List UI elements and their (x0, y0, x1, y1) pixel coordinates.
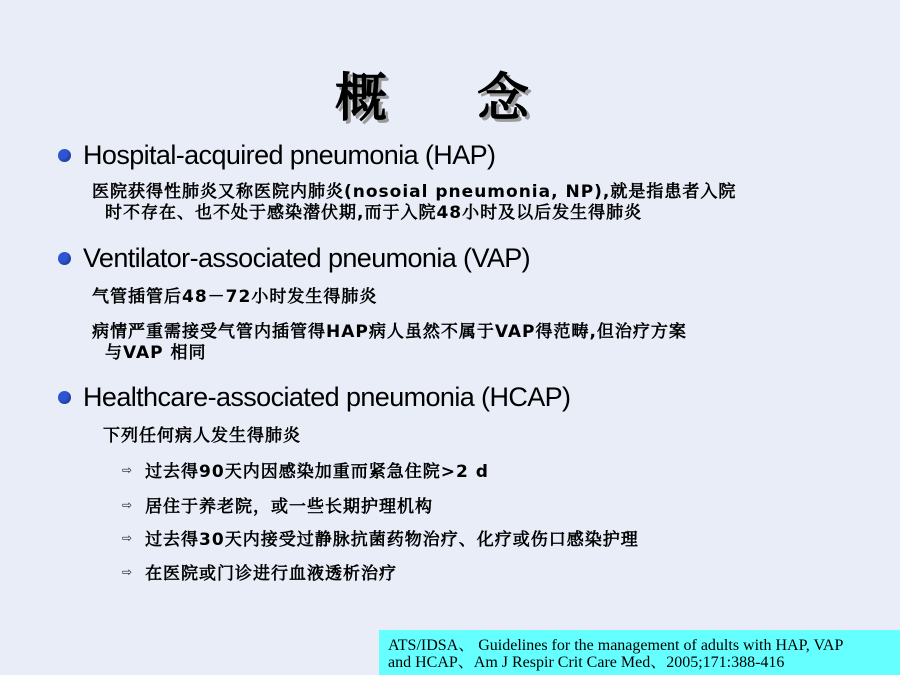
page-title: 概 念 (334, 68, 566, 129)
hollow-arrow-icon: ⇨ (122, 564, 134, 579)
hcap-criterion (122, 525, 639, 550)
hcap-intro: 下列任何病人发生得肺炎 (103, 426, 301, 446)
hcap-criterion (122, 457, 489, 482)
hollow-arrow-icon: ⇨ (122, 530, 134, 545)
hcap-criterion-text: 在医院或门诊进行血液透析治疗 (145, 564, 398, 584)
reference-line-2: and HCAP、Am J Respir Crit Care Med、2005;171:388-416 (388, 654, 785, 671)
bullet-vap (58, 240, 530, 276)
reference-box (379, 630, 900, 675)
vap-definition: 气管插管后48－72小时发生得肺炎 (92, 287, 378, 307)
bullet-heading-hap: Hospital-acquired pneumonia (HAP) (83, 139, 496, 170)
hollow-arrow-icon: ⇨ (122, 462, 134, 477)
hcap-criterion-text: 过去得30天内接受过静脉抗菌药物治疗、化疗或伤口感染护理 (145, 530, 639, 550)
bullet-dot-icon (58, 252, 71, 265)
bullet-heading-vap: Ventilator-associated pneumonia (VAP) (83, 242, 531, 273)
hollow-arrow-icon: ⇨ (122, 497, 134, 512)
hap-definition-line-1: 医院获得性肺炎又称医院内肺炎(nosoial pneumonia, NP),就是指患者入院 (92, 182, 737, 202)
reference-line-1: ATS/IDSA、 Guidelines for the management of adults with HAP, VAP (388, 637, 844, 654)
hap-definition (92, 182, 736, 224)
vap-note-line-2: 与VAP 相同 (105, 343, 207, 363)
vap-note (92, 322, 687, 364)
bullet-heading-hcap: Healthcare-associated pneumonia (HCAP) (83, 381, 571, 412)
bullet-hcap (58, 379, 570, 415)
vap-note-line-1: 病情严重需接受气管内插管得HAP病人虽然不属于VAP得范畴,但治疗方案 (92, 322, 687, 342)
hcap-criterion-text: 居住于养老院，或一些长期护理机构 (145, 497, 434, 517)
reference-citation (379, 630, 900, 671)
bullet-dot-icon (58, 391, 71, 404)
hcap-criterion (122, 559, 397, 584)
bullet-hap (58, 137, 495, 173)
hap-definition-line-2: 时不存在、也不处于感染潜伏期,而于入院48小时及以后发生得肺炎 (105, 203, 643, 223)
bullet-dot-icon (58, 149, 71, 162)
hcap-criterion (122, 492, 433, 517)
hcap-criterion-text: 过去得90天内因感染加重而紧急住院>2 d (145, 462, 489, 482)
